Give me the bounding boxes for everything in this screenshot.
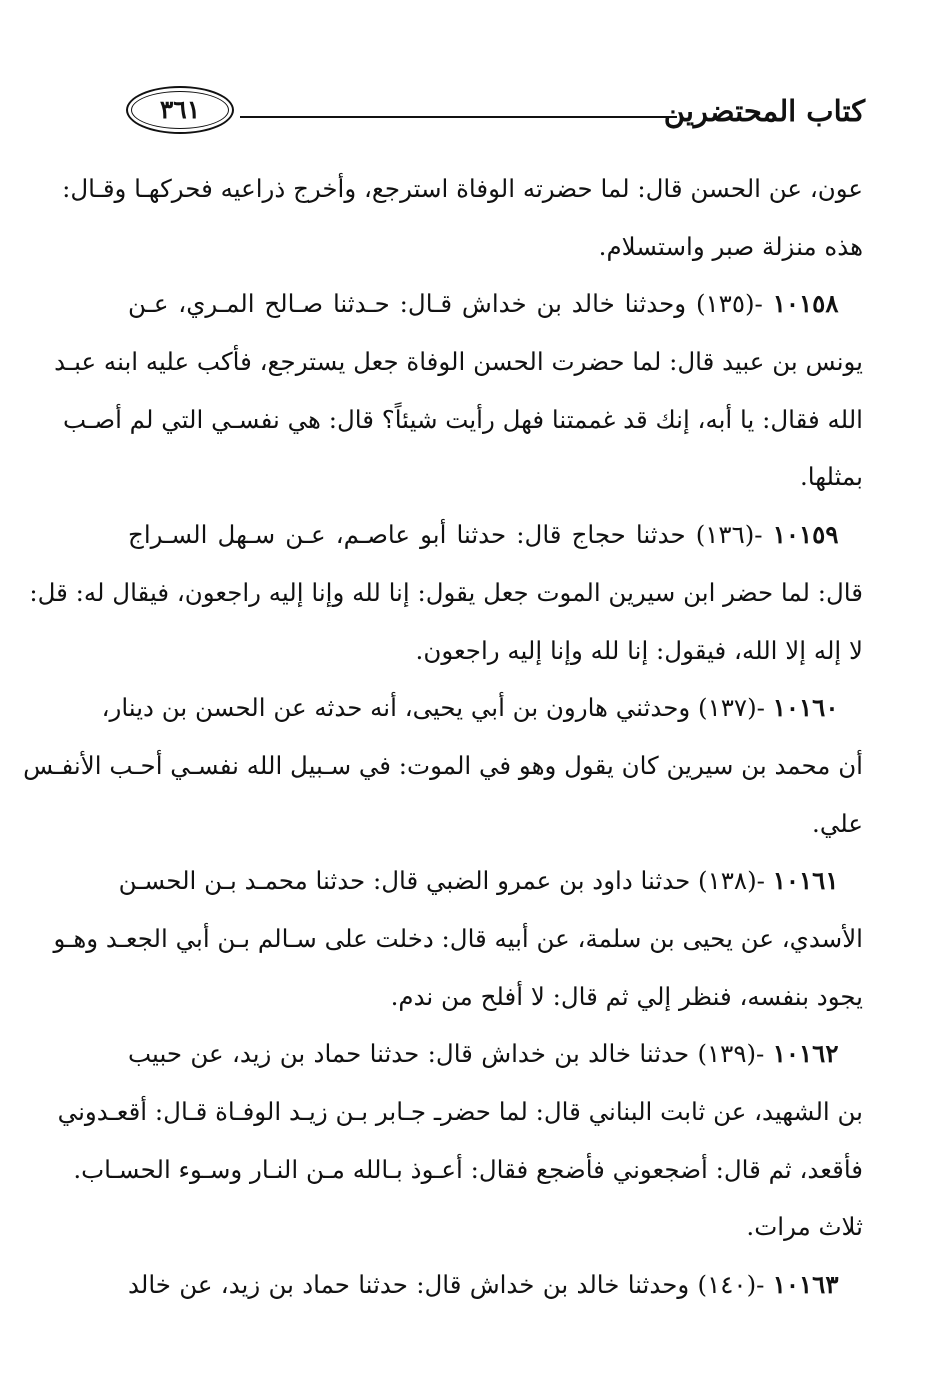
paragraph [128, 1256, 863, 1314]
text-line: عون، عن الحسن قال: لما حضرته الوفاة استرجع، وأخرج ذراعيه فحركهـا وقـال: [62, 174, 863, 203]
text-line: فأقعد، ثم قال: أضجعوني فأضجع فقال: أعـوذ بـالله مـن النـار وسـوء الحسـاب. [73, 1154, 863, 1184]
text-line: لا إله إلا الله، فيقول: إنا لله وإنا إليه راجعون. [415, 635, 863, 665]
text-line: بن الشهيد، عن ثابت البناني قال: لما حضرـ جـابر بـن زيـد الوفـاة قـال: أقعـدوني [57, 1097, 863, 1126]
entry-text: -(١٣٥) وحدثنا خالد بن خداش قـال: حـدثنا صـالح المـري، عـن [128, 289, 763, 319]
entry-number: ١٠١٦٢ [772, 1039, 839, 1069]
text-line [118, 852, 863, 910]
entry-number: ١٠١٥٨ [772, 289, 839, 319]
page-number: ٣٦١ [159, 95, 201, 124]
text-line: يجود بنفسه، فنظر إلي ثم قال: لا أفلح من ندم. [390, 981, 863, 1011]
text-line: قال: لما حضر ابن سيرين الموت جعل يقول: إنا لله وإنا إليه راجعون، فيقال له: قل: [29, 577, 863, 607]
paragraph [29, 506, 863, 679]
text-line: علي. [812, 808, 863, 838]
header-rule [240, 116, 677, 118]
entry-text: -(١٣٨) حدثنا داود بن عمرو الضبي قال: حدثنا محمـد بـن الحسـن [118, 866, 765, 896]
text-line: يونس بن عبيد قال: لما حضرت الحسن الوفاة جعل يسترجع، فأكب عليه ابنه عبـد [54, 347, 863, 377]
text-line: أن محمد بن سيرين كان يقول وهو في الموت: في سـبيل الله نفسـي أحـب الأنفـس [23, 750, 863, 780]
text-line [128, 275, 863, 333]
entry-text: -(١٣٧) وحدثني هارون بن أبي يحيى، أنه حدثه عن الحسن بن دينار، [101, 693, 765, 723]
body-text [23, 160, 863, 1314]
text-line [101, 679, 863, 737]
entry-number: ١٠١٦١ [772, 866, 839, 896]
running-header [120, 86, 865, 146]
text-line [128, 1256, 863, 1314]
book-title: كتاب المحتضرين [663, 94, 865, 128]
paragraph [57, 1025, 863, 1256]
entry-text: -(١٣٩) حدثنا خالد بن خداش قال: حدثنا حماد بن زيد، عن حبيب [128, 1039, 765, 1069]
text-line: هذه منزلة صبر واستسلام. [598, 231, 863, 261]
page-number-frame [126, 86, 234, 134]
paragraph [23, 679, 863, 852]
text-line: ثلاث مرات. [746, 1212, 863, 1242]
entry-text: -(١٤٠) وحدثنا خالد بن خداش قال: حدثنا حماد بن زيد، عن خالد [128, 1270, 765, 1300]
text-line [128, 1025, 863, 1083]
entry-number: ١٠١٥٩ [772, 520, 839, 550]
entry-number: ١٠١٦٣ [772, 1270, 839, 1300]
text-line: الأسدي، عن يحيى بن سلمة، عن أبيه قال: دخلت على سـالم بـن أبي الجعـد وهـو [53, 923, 863, 953]
paragraph [53, 852, 863, 1025]
paragraph [54, 275, 863, 506]
text-line: الله فقال: يا أبه، إنك قد غممتنا فهل رأيت شيئاً؟ قال: هي نفسـي التي لم أصـب [63, 404, 863, 434]
entry-text: -(١٣٦) حدثنا حجاج قال: حدثنا أبو عاصـم، عـن سـهل السـراج [128, 520, 763, 550]
text-line [128, 506, 863, 564]
entry-number: ١٠١٦٠ [772, 693, 839, 723]
paragraph [62, 160, 863, 275]
text-line: بمثلها. [799, 462, 863, 492]
